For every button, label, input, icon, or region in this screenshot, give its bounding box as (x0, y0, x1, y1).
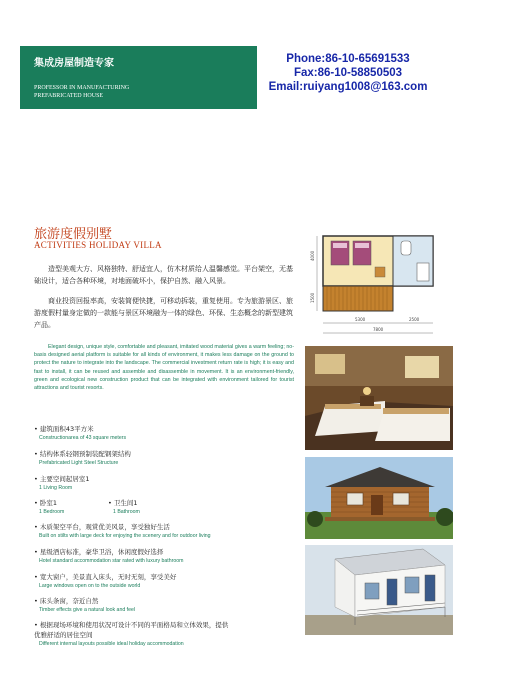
feature-item (34, 572, 294, 590)
fax-text: Fax:86-10-58850503 (293, 67, 403, 79)
wooden-cabin-photo (305, 457, 453, 539)
contact-block (258, 52, 438, 94)
dim-1500: 1500 (310, 292, 315, 303)
feature-en: Built on stilts with large deck for enjoying the scenery and for outdoor living (39, 533, 211, 539)
section-title-cn: 旅游度假别墅 (34, 227, 113, 242)
intro-paragraph-1: 造型美观大方、风格独特、舒适宜人，仿木材质给人温馨感觉。平台架空，无基础设计，适合各种环境，对地面破坏小，保护自然、融入风景。 (34, 265, 293, 285)
header-band (0, 46, 505, 109)
feature-cn: 主要空间起居室1 (39, 475, 90, 483)
bathroom-cn: 卫生间1 (113, 499, 138, 507)
feature-en: Large windows open on to the outside world (39, 583, 141, 589)
section-title-en: ACTIVITIES HOLIDAY VILLA (34, 240, 162, 250)
phone-text: Phone:86-10-65691533 (286, 53, 410, 65)
feature-en: Prefabricated Light Steel Structure (39, 460, 119, 466)
dim-4000: 4000 (310, 250, 315, 261)
intro-paragraph-2: 商业投资回报率高，安装简便快捷，可移动拆装，重复使用。专为旅游景区、旅游度假村量身定做的一款能与景区环境融为一体的绿色、环保、生态概念的新型建筑产品。 (34, 297, 293, 329)
bullet-icon: • (34, 450, 38, 458)
bullet-icon: • (34, 425, 38, 433)
dim-2500: 2500 (409, 317, 420, 322)
feature-cn: 宽大窗户，美景直入床头，无时无刻，享受美好 (39, 573, 177, 581)
feature-cn: 星级酒店标准，豪华卫浴，休闲度假好选择 (39, 548, 164, 556)
brand-subtitle-line1: PROFESSOR IN MANUFACTURING (34, 85, 130, 91)
floor-plan (305, 231, 453, 339)
bullet-icon: • (34, 548, 38, 556)
feature-item (34, 596, 294, 614)
bathroom-en: 1 Bathroom (113, 509, 140, 515)
feature-en: Constructionarea of 43 square meters (39, 435, 127, 441)
brand-subtitle (34, 84, 129, 100)
bullet-icon: • (34, 475, 38, 483)
feature-cn: 建筑面积43平方米 (39, 425, 94, 433)
feature-item (34, 522, 294, 540)
feature-en: Different internal layouts possible ideal holiday accommodation (39, 641, 184, 647)
feature-cn: 结构体系轻钢预制装配钢架结构 (39, 450, 131, 458)
bullet-icon: • (34, 621, 38, 629)
bullet-icon: • (34, 573, 38, 581)
feature-cn: 根据现场环境和使用状况可设计不同的平面格局和立体效果，提供优雅舒适的居住空间 (34, 621, 229, 639)
feature-item (34, 620, 234, 648)
feature-en: Timber effects give a natural look and feel (39, 607, 136, 613)
brand-subtitle-line2: PREFABRICATED HOUSE (34, 93, 104, 99)
email-text: Email:ruiyang1008@163.com (268, 81, 428, 93)
intro-paragraph-en: Elegant design, unique style, comfortable and pleasant, imitated wood material gives a warm feeling; no-basis designed aerial platform is suitable for all kinds of environment, it makes less damage on the ground to protect the nature to integrate into the landscape. The commercial investment return rate is high; it is easy and fast to install, it can be reused and assemble and disassemble in movement. It is an environment-friendly, green and ecological new construction product that can be integrated with environment tailored for tourist attractions and tourist resorts. (34, 344, 294, 392)
feature-item (34, 474, 294, 492)
feature-en: Hotel standard accommodation star rated with luxury bathroom (39, 558, 184, 564)
feature-item (34, 449, 294, 467)
dim-7800: 7800 (373, 327, 384, 332)
bullet-icon: • (34, 597, 38, 605)
bedroom-en: 1 Bedroom (39, 509, 65, 515)
bullet-icon: • (34, 523, 38, 531)
prefab-house-photo (305, 545, 453, 635)
dim-5300: 5300 (355, 317, 366, 322)
feature-item (34, 547, 294, 565)
feature-cn: 床头条窗，奈近自然 (39, 597, 99, 605)
feature-cn: 木质架空平台，观赏优美风景，享受独好生活 (39, 523, 170, 531)
bullet-icon: • (108, 499, 112, 507)
bullet-icon: • (34, 499, 38, 507)
brand-title: 集成房屋制造专家 (34, 58, 114, 69)
brand-block (20, 46, 257, 109)
feature-item (34, 424, 294, 442)
bedroom-cn: 卧室1 (39, 499, 57, 507)
feature-en: 1 Living Room (39, 485, 73, 491)
bedroom-interior-photo (305, 346, 453, 450)
